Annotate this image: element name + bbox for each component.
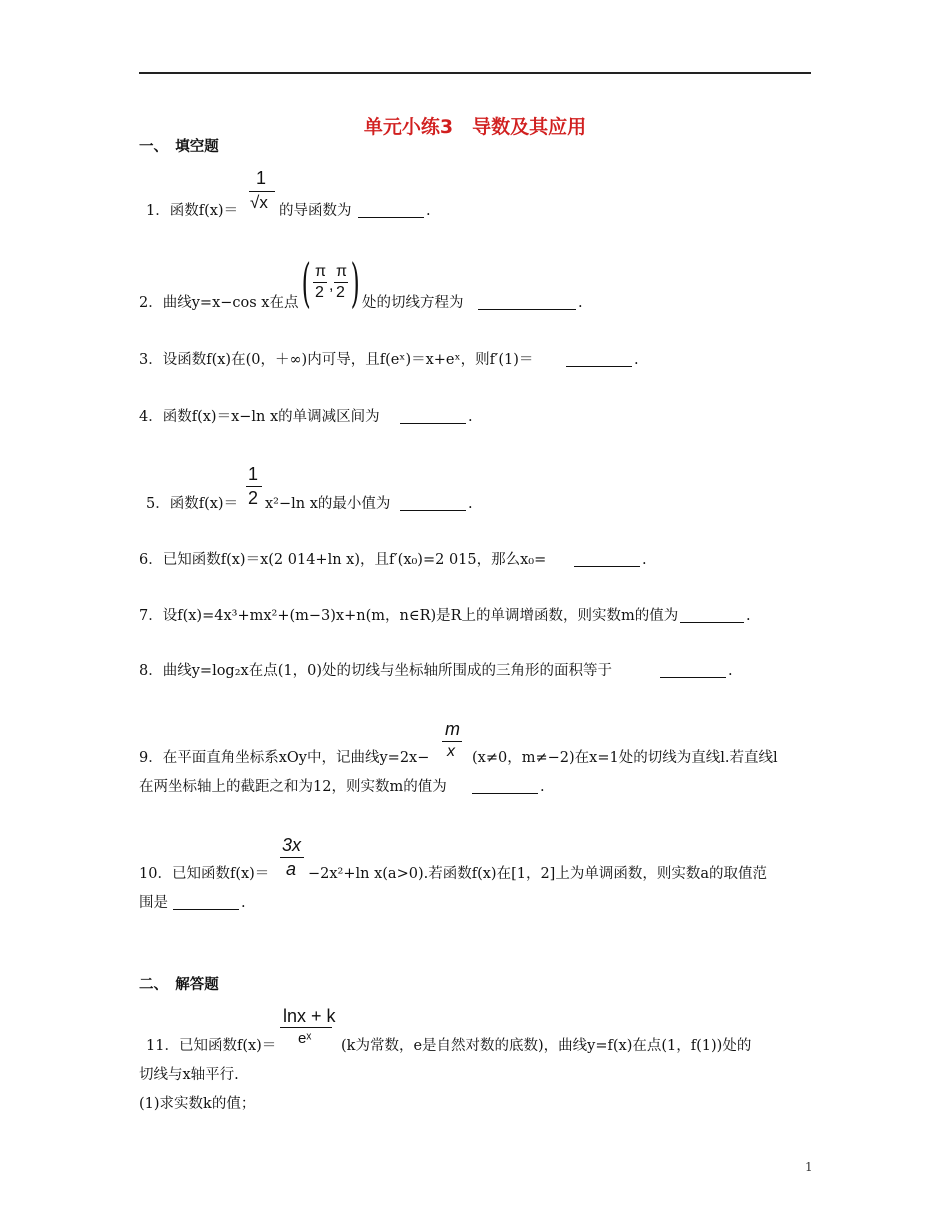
- p1-text-after: 的导函数为: [279, 203, 352, 219]
- p1-fraction-bar: [249, 191, 275, 192]
- p9-fraction-bar: [442, 741, 462, 742]
- p7-answer-blank[interactable]: [680, 609, 744, 623]
- p10-denominator: a: [286, 859, 297, 879]
- p9-line1-after: (x≠0，m≠−2)在x=1处的切线为直线l.若直线l: [472, 750, 778, 766]
- p2-answer-blank[interactable]: [478, 296, 576, 310]
- p10-line2: 围是: [139, 895, 168, 911]
- p8-answer-blank[interactable]: [660, 664, 726, 678]
- p1-answer-blank[interactable]: [358, 204, 424, 218]
- p5-fraction-bar: [246, 486, 262, 487]
- p9-denominator: x: [447, 743, 455, 760]
- p9-answer-blank[interactable]: [472, 780, 538, 794]
- p9-numerator: m: [445, 719, 460, 739]
- p11-line3: (1)求实数k的值；: [139, 1096, 256, 1112]
- p2-comma: ,: [329, 277, 334, 294]
- p4-text: 4．函数f(x)＝x−ln x的单调减区间为: [139, 409, 380, 425]
- page-number: 1: [805, 1160, 813, 1174]
- p2-left-paren: (: [301, 254, 311, 314]
- p6-answer-blank[interactable]: [574, 553, 640, 567]
- p5-numerator: 1: [248, 464, 259, 484]
- section-answer: 二、 解答题: [139, 977, 219, 993]
- p11-line1: 11．已知函数f(x)＝: [146, 1038, 277, 1054]
- p5-text: 5．函数f(x)＝: [146, 496, 239, 512]
- p10-fraction-bar: [280, 857, 304, 858]
- p11-denominator: eˣ: [298, 1030, 312, 1047]
- p2-fraction-bar-2: [334, 282, 348, 283]
- p11-fraction-bar: [280, 1027, 332, 1028]
- p10-answer-blank[interactable]: [173, 896, 239, 910]
- p5-answer-blank[interactable]: [400, 497, 466, 511]
- p2-pi-2: π: [336, 263, 348, 280]
- p2-text-after: 处的切线方程为: [362, 295, 464, 311]
- p10-line1-after: −2x²+ln x(a>0).若函数f(x)在[1，2]上为单调函数，则实数a的取值范: [308, 866, 767, 882]
- p9-line2: 在两坐标轴上的截距之和为12，则实数m的值为: [139, 779, 447, 795]
- p2-pi-1: π: [315, 263, 327, 280]
- p1-denominator: √x: [250, 193, 268, 212]
- p2-text: 2．曲线y=x−cos x在点: [139, 295, 299, 311]
- p9-line1: 9．在平面直角坐标系xOy中，记曲线y=2x−: [139, 750, 430, 766]
- p7-text: 7．设f(x)=4x³+mx²+(m−3)x+n(m，n∈R)是R上的单调增函数，则实数m的值为: [139, 608, 679, 624]
- p10-numerator: 3x: [282, 835, 302, 855]
- p3-text: 3．设函数f(x)在(0，＋∞)内可导，且f(eˣ)＝x+eˣ，则f′(1)＝: [139, 352, 534, 368]
- p6-text: 6．已知函数f(x)＝x(2 014+ln x)，且f′(x₀)=2 015，那么x₀=: [139, 552, 547, 568]
- p10-line1: 10．已知函数f(x)＝: [139, 866, 270, 882]
- section-fill-blank: 一、 填空题: [139, 139, 219, 155]
- p1-numerator: 1: [256, 168, 267, 188]
- p5-denominator: 2: [248, 488, 259, 508]
- p11-line2: 切线与x轴平行.: [139, 1067, 239, 1083]
- page-title: 单元小练3 导数及其应用: [363, 116, 587, 138]
- p1-text: 1．函数f(x)＝: [146, 203, 239, 219]
- p2-right-paren: ): [350, 254, 360, 314]
- p2-fraction-bar-1: [313, 282, 327, 283]
- p11-line1-after: (k为常数，e是自然对数的底数)，曲线y=f(x)在点(1，f(1))处的: [341, 1038, 752, 1054]
- p5-text-after: x²−ln x的最小值为: [265, 496, 391, 512]
- p3-answer-blank[interactable]: [566, 353, 632, 367]
- p2-two-1: 2: [315, 284, 324, 301]
- p11-numerator: lnx + k: [283, 1006, 336, 1026]
- p8-text: 8．曲线y=log₂x在点(1，0)处的切线与坐标轴所围成的三角形的面积等于: [139, 663, 612, 679]
- p2-two-2: 2: [336, 284, 345, 301]
- header-rule: [139, 72, 811, 74]
- p4-answer-blank[interactable]: [400, 410, 466, 424]
